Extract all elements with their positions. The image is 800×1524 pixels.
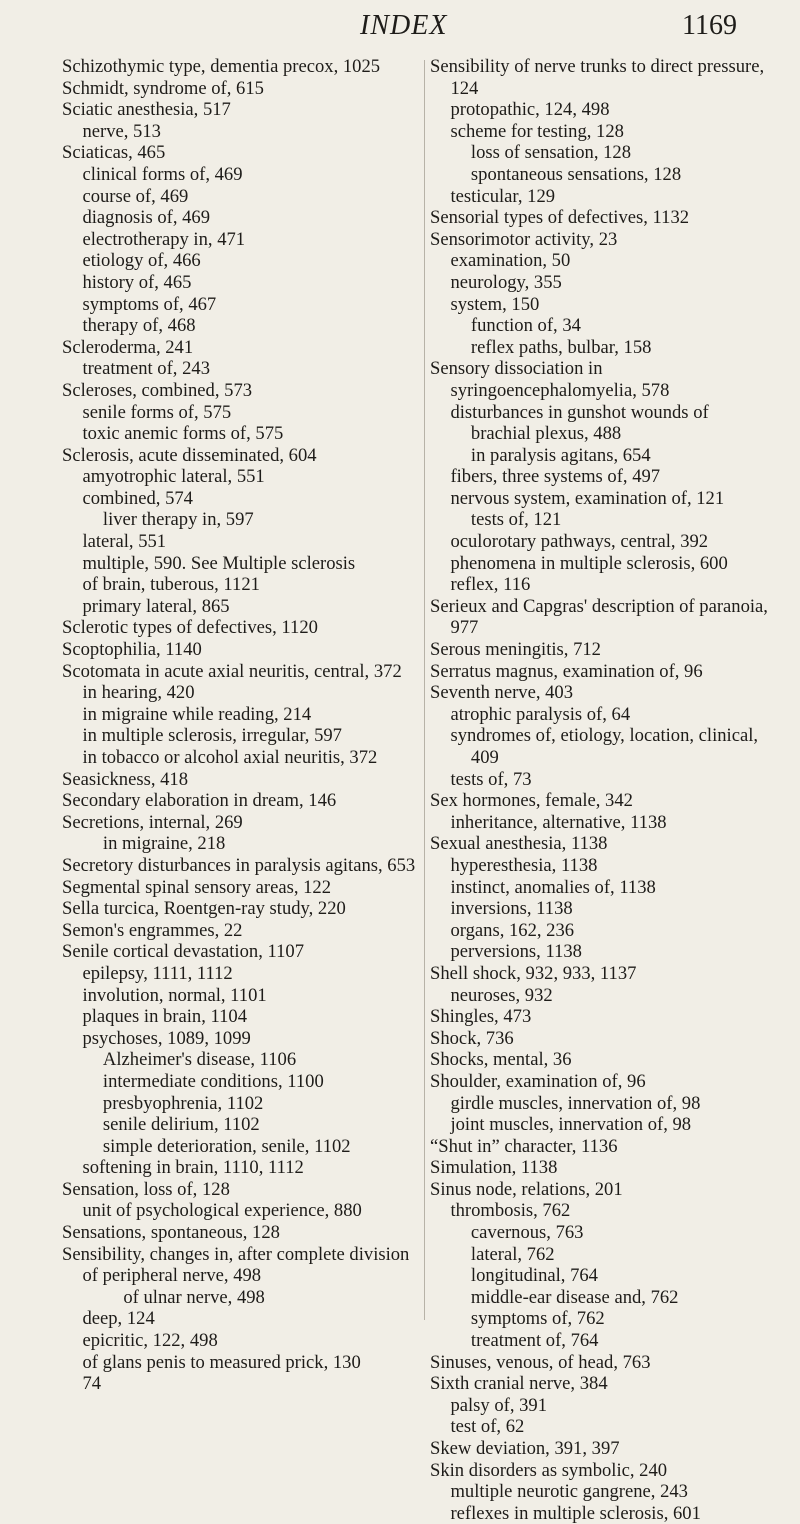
index-entry: of ulnar nerve, 498 bbox=[123, 1286, 265, 1308]
index-entry: system, 150 bbox=[450, 293, 540, 315]
index-entry: inheritance, alternative, 1138 bbox=[450, 811, 667, 833]
index-entry: examination, 50 bbox=[450, 250, 571, 272]
index-entry: oculorotary pathways, central, 392 bbox=[450, 531, 709, 553]
index-entry: toxic anemic forms of, 575 bbox=[82, 423, 284, 445]
index-entry: in paralysis agitans, 654 bbox=[470, 444, 651, 466]
index-entry: perversions, 1138 bbox=[450, 941, 582, 963]
index-entry: symptoms of, 467 bbox=[82, 293, 217, 315]
index-entry: multiple, 590. See Multiple sclerosis bbox=[82, 552, 356, 574]
index-entry: Serous meningitis, 712 bbox=[430, 639, 601, 661]
index-entry: Sensations, spontaneous, 128 bbox=[62, 1222, 280, 1244]
index-entry: intermediate conditions, 1100 bbox=[102, 1070, 324, 1092]
index-entry: Senile cortical devastation, 1107 bbox=[62, 941, 304, 963]
index-entry: Shoulder, examination of, 96 bbox=[430, 1070, 646, 1092]
index-entry: course of, 469 bbox=[82, 185, 189, 207]
index-entry: instinct, anomalies of, 1138 bbox=[450, 876, 656, 898]
index-entry: scheme for testing, 128 bbox=[450, 120, 624, 142]
index-entry: nerve, 513 bbox=[82, 120, 161, 142]
index-entry: symptoms of, 762 bbox=[470, 1308, 605, 1330]
index-entry: fibers, three systems of, 497 bbox=[450, 466, 661, 488]
index-entry: senile delirium, 1102 bbox=[102, 1114, 260, 1136]
index-entry: cavernous, 763 bbox=[470, 1222, 584, 1244]
index-entry: Sella turcica, Roentgen-ray study, 220 bbox=[62, 898, 346, 920]
index-entry: tests of, 73 bbox=[450, 768, 532, 790]
index-entry: Segmental spinal sensory areas, 122 bbox=[62, 876, 332, 898]
index-entry: loss of sensation, 128 bbox=[470, 142, 632, 164]
index-entry: inversions, 1138 bbox=[450, 898, 573, 920]
index-entry: Secondary elaboration in dream, 146 bbox=[62, 790, 337, 812]
running-title: INDEX bbox=[360, 10, 448, 41]
index-entry: joint muscles, innervation of, 98 bbox=[450, 1114, 692, 1136]
index-entry: of glans penis to measured prick, 130 bbox=[82, 1351, 361, 1373]
left-column bbox=[62, 56, 422, 1395]
index-entry: disturbances in gunshot wounds of brachial plexus, 488 bbox=[450, 401, 709, 445]
page-number: 1169 bbox=[682, 10, 737, 41]
index-entry: Scoptophilia, 1140 bbox=[62, 639, 202, 661]
index-entry: organs, 162, 236 bbox=[450, 919, 575, 941]
index-entry: Scleroderma, 241 bbox=[62, 336, 194, 358]
index-entry: Skin disorders as symbolic, 240 bbox=[430, 1459, 668, 1481]
index-entry: Serratus magnus, examination of, 96 bbox=[430, 660, 703, 682]
index-entry: Sixth cranial nerve, 384 bbox=[430, 1373, 608, 1395]
index-entry: middle-ear disease and, 762 bbox=[470, 1286, 679, 1308]
index-entry: reflex paths, bulbar, 158 bbox=[470, 336, 652, 358]
index-entry: Secretory disturbances in paralysis agitans, 653 bbox=[62, 854, 416, 876]
index-entry: neurology, 355 bbox=[450, 271, 562, 293]
index-entry: amyotrophic lateral, 551 bbox=[82, 466, 265, 488]
index-entry: electrotherapy in, 471 bbox=[82, 228, 246, 250]
index-entry: involution, normal, 1101 bbox=[82, 984, 267, 1006]
index-entry: Shock, 736 bbox=[430, 1027, 514, 1049]
index-entry: reflexes in multiple sclerosis, 601 bbox=[450, 1502, 701, 1524]
index-entry: in migraine while reading, 214 bbox=[82, 703, 312, 725]
index-entry: Scleroses, combined, 573 bbox=[62, 379, 253, 401]
index-entry: senile forms of, 575 bbox=[82, 401, 232, 423]
index-entry: Scotomata in acute axial neuritis, central, 372 bbox=[62, 660, 402, 682]
index-entry: of brain, tuberous, 1121 bbox=[82, 574, 260, 596]
index-entry: in migraine, 218 bbox=[102, 833, 226, 855]
index-entry: testicular, 129 bbox=[450, 185, 556, 207]
index-entry: function of, 34 bbox=[470, 315, 581, 337]
index-entry: multiple neurotic gangrene, 243 bbox=[450, 1481, 688, 1503]
index-entry: diagnosis of, 469 bbox=[82, 207, 211, 229]
index-entry: Sensorimotor activity, 23 bbox=[430, 228, 618, 250]
index-entry: thrombosis, 762 bbox=[450, 1200, 571, 1222]
index-entry: Sensory dissociation in syringoencephalomyelia, 578 bbox=[430, 358, 670, 401]
index-entry: palsy of, 391 bbox=[450, 1394, 548, 1416]
index-entry: syndromes of, etiology, location, clinical, 409 bbox=[450, 725, 759, 768]
index-entry: 74 bbox=[82, 1373, 102, 1395]
index-entry: etiology of, 466 bbox=[82, 250, 201, 272]
index-entry: Sciaticas, 465 bbox=[62, 142, 166, 164]
index-entry: in multiple sclerosis, irregular, 597 bbox=[82, 725, 342, 747]
index-entry: primary lateral, 865 bbox=[82, 595, 230, 617]
index-entry: Sciatic anesthesia, 517 bbox=[62, 99, 231, 121]
index-entry: neuroses, 932 bbox=[450, 984, 553, 1006]
index-entry: Sinus node, relations, 201 bbox=[430, 1178, 623, 1200]
index-entry: simple deterioration, senile, 1102 bbox=[102, 1135, 351, 1157]
index-entry: epilepsy, 1111, 1112 bbox=[82, 962, 233, 984]
index-entry: presbyophrenia, 1102 bbox=[102, 1092, 264, 1114]
index-entry: Sexual anesthesia, 1138 bbox=[430, 833, 608, 855]
index-entry: history of, 465 bbox=[82, 271, 192, 293]
index-entry: Shocks, mental, 36 bbox=[430, 1049, 572, 1071]
index-entry: nervous system, examination of, 121 bbox=[450, 487, 725, 509]
index-entry: tests of, 121 bbox=[470, 509, 562, 531]
index-entry: in tobacco or alcohol axial neuritis, 372 bbox=[82, 747, 378, 768]
index-entry: Seventh nerve, 403 bbox=[430, 682, 574, 704]
index-entry: Sensibility of nerve trunks to direct pressure, 124 bbox=[430, 56, 765, 99]
index-entry: Shell shock, 932, 933, 1137 bbox=[430, 962, 637, 984]
index-entry: Schmidt, syndrome of, 615 bbox=[62, 77, 264, 99]
index-entry: spontaneous sensations, 128 bbox=[470, 163, 682, 185]
index-entry: girdle muscles, innervation of, 98 bbox=[450, 1092, 701, 1114]
index-entry: treatment of, 764 bbox=[470, 1330, 599, 1352]
index-entry: in hearing, 420 bbox=[82, 682, 195, 704]
index-entry: hyperesthesia, 1138 bbox=[450, 854, 598, 876]
index-entry: clinical forms of, 469 bbox=[82, 163, 243, 185]
index-entry: phenomena in multiple sclerosis, 600 bbox=[450, 552, 728, 574]
index-entry: longitudinal, 764 bbox=[470, 1265, 598, 1287]
index-entry: “Shut in” character, 1136 bbox=[430, 1135, 618, 1157]
index-entry: liver therapy in, 597 bbox=[102, 509, 254, 531]
index-entry: Sensation, loss of, 128 bbox=[62, 1178, 230, 1200]
index-entry: atrophic paralysis of, 64 bbox=[450, 703, 631, 725]
index-entry: softening in brain, 1110, 1112 bbox=[82, 1157, 304, 1179]
index-entry: Sensorial types of defectives, 1132 bbox=[430, 207, 690, 229]
index-entry: Seasickness, 418 bbox=[62, 768, 189, 790]
index-entry: Shingles, 473 bbox=[430, 1006, 532, 1028]
index-entry: psychoses, 1089, 1099 bbox=[82, 1027, 251, 1049]
index-entry: plaques in brain, 1104 bbox=[82, 1006, 248, 1028]
column-divider bbox=[424, 60, 425, 1320]
index-entry: lateral, 762 bbox=[470, 1243, 555, 1265]
index-entry: lateral, 551 bbox=[82, 531, 167, 553]
page-header bbox=[0, 6, 800, 46]
index-entry: Serieux and Capgras' description of paranoia, 977 bbox=[430, 595, 768, 639]
index-entry: unit of psychological experience, 880 bbox=[82, 1200, 362, 1222]
index-entry: Sensibility, changes in, after complete division of peripheral nerve, 498 bbox=[62, 1243, 410, 1287]
index-entry: Simulation, 1138 bbox=[430, 1157, 558, 1179]
index-entry: test of, 62 bbox=[450, 1416, 525, 1438]
index-entry: Sinuses, venous, of head, 763 bbox=[430, 1351, 651, 1373]
index-entry: epicritic, 122, 498 bbox=[82, 1330, 218, 1352]
index-entry: therapy of, 468 bbox=[82, 315, 196, 337]
index-entry: Skew deviation, 391, 397 bbox=[430, 1438, 620, 1459]
index-entry: Secretions, internal, 269 bbox=[62, 811, 243, 833]
index-entry: Sex hormones, female, 342 bbox=[430, 790, 633, 812]
index-entry: Alzheimer's disease, 1106 bbox=[102, 1049, 297, 1071]
index-entry: combined, 574 bbox=[82, 487, 193, 509]
index-entry: deep, 124 bbox=[82, 1308, 155, 1330]
index-entry: reflex, 116 bbox=[450, 574, 531, 596]
index-entry: treatment of, 243 bbox=[82, 358, 210, 380]
index-entry: protopathic, 124, 498 bbox=[450, 99, 610, 121]
index-entry: Schizothymic type, dementia precox, 1025 bbox=[62, 56, 381, 77]
index-entry: Semon's engrammes, 22 bbox=[62, 919, 243, 941]
index-entry: Sclerosis, acute disseminated, 604 bbox=[62, 444, 317, 466]
right-column bbox=[430, 56, 770, 1524]
index-entry: Sclerotic types of defectives, 1120 bbox=[62, 617, 318, 639]
